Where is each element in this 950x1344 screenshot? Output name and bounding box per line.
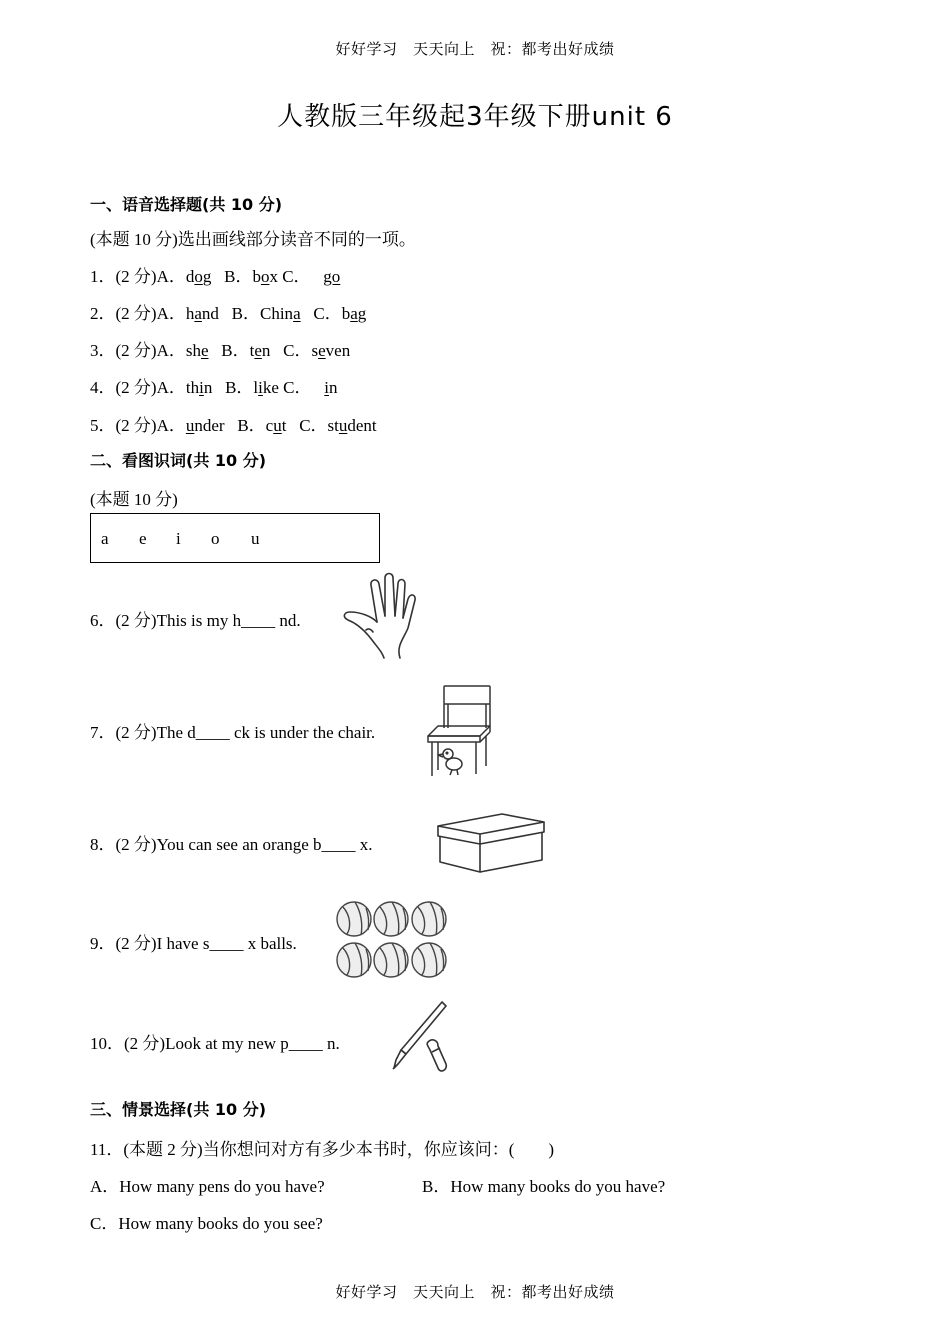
question-number: 2．(2 分) — [90, 304, 157, 323]
option-b-prefix: B．c — [237, 416, 274, 435]
option-b: B．How many books do you have? — [422, 1177, 666, 1196]
option-b-prefix: B．t — [221, 341, 255, 360]
hand-icon — [338, 572, 420, 660]
option-spacer — [286, 416, 299, 435]
option-c-underlined: e — [318, 341, 326, 360]
letter-a: a — [101, 529, 109, 548]
option-a-prefix: A．sh — [156, 341, 201, 360]
letter-i: i — [176, 529, 181, 548]
page-footer: 好好学习 天天向上 祝：都考出好成绩 — [335, 1283, 615, 1301]
question-number: 1．(2 分) — [90, 267, 157, 286]
option-c-suffix: dent — [347, 416, 377, 435]
question-9: 9．(2 分)I have s____ x balls. — [90, 934, 297, 953]
question-2 — [90, 299, 366, 324]
option-c-underlined: a — [350, 304, 358, 323]
question-number: 3．(2 分) — [90, 341, 157, 360]
option-a-prefix: A．th — [156, 378, 200, 397]
vowel-letter-box — [90, 513, 380, 563]
question-4 — [90, 373, 337, 398]
option-spacer — [301, 304, 314, 323]
question-11: 11．(本题 2 分)当你想问对方有多少本书时，你应该问：( ) — [90, 1140, 555, 1159]
option-b-suffix: n — [261, 341, 271, 360]
question-3 — [90, 336, 350, 361]
option-c-suffix: ven — [325, 341, 351, 360]
option-a-underlined: e — [200, 341, 209, 360]
question-1 — [90, 262, 340, 287]
page-title: 人教版三年级起3年级下册unit 6 — [277, 102, 673, 132]
option-spacer — [211, 267, 224, 286]
option-spacer — [312, 378, 325, 397]
option-spacer — [311, 267, 324, 286]
section2-heading: 二、看图识词(共 10 分) — [90, 451, 267, 470]
option-a-prefix: A． — [156, 416, 186, 435]
letter-e: e — [139, 529, 147, 548]
question-8: 8．(2 分)You can see an orange b____ x. — [90, 835, 373, 854]
option-a-underlined: i — [199, 378, 204, 397]
letter-u: u — [251, 529, 260, 548]
option-b-prefix: B．l — [225, 378, 259, 397]
question-number: 4．(2 分) — [90, 378, 157, 397]
option-c-prefix: C．b — [313, 304, 351, 323]
section1-instruction: (本题 10 分)选出画线部分读音不同的一项。 — [90, 230, 416, 249]
option-b-underlined: e — [254, 341, 262, 360]
option-b-suffix: x C． — [269, 267, 311, 286]
section1-heading: 一、语音选择题(共 10 分) — [90, 195, 283, 214]
option-b-prefix: B．Chin — [231, 304, 294, 323]
option-c-prefix: C．st — [299, 416, 339, 435]
option-spacer — [270, 341, 283, 360]
option-a: A．How many pens do you have? — [90, 1177, 325, 1196]
option-c-underlined: u — [338, 416, 348, 435]
duck-under-chair-icon — [424, 684, 494, 778]
question-6: 6．(2 分)This is my h____ nd. — [90, 611, 301, 630]
option-b-underlined: u — [273, 416, 282, 435]
pen-icon — [388, 998, 454, 1074]
option-b-suffix: t — [281, 416, 287, 435]
option-a-prefix: A．d — [156, 267, 195, 286]
option-spacer — [212, 378, 225, 397]
page-header: 好好学习 天天向上 祝：都考出好成绩 — [335, 40, 615, 58]
question-7: 7．(2 分)The d____ ck is under the chair. — [90, 723, 376, 742]
option-b-suffix: ke C． — [262, 378, 312, 397]
option-a-underlined: u — [185, 416, 195, 435]
option-c-underlined: i — [324, 378, 329, 397]
option-a-suffix: n — [203, 378, 213, 397]
option-c-suffix: g — [357, 304, 367, 323]
option-c-suffix: n — [328, 378, 338, 397]
option-a-suffix: g — [202, 267, 212, 286]
option-a-prefix: A．h — [156, 304, 195, 323]
question-5 — [90, 411, 377, 436]
option-c: C．How many books do you see? — [90, 1214, 323, 1233]
option-a-suffix: nder — [194, 416, 225, 435]
option-b-underlined: a — [293, 304, 301, 323]
section2-instruction: (本题 10 分) — [90, 490, 178, 509]
option-a-underlined: o — [194, 267, 203, 286]
option-b-prefix: B．b — [224, 267, 261, 286]
option-spacer — [225, 416, 238, 435]
option-b-underlined: i — [258, 378, 263, 397]
six-balls-icon — [335, 898, 449, 980]
option-b-underlined: o — [260, 267, 270, 286]
option-c-underlined: go — [323, 267, 341, 286]
option-a-suffix: nd — [201, 304, 219, 323]
box-icon — [436, 812, 546, 874]
option-spacer — [209, 341, 222, 360]
question-10: 10．(2 分)Look at my new p____ n. — [90, 1034, 340, 1053]
option-a-underlined: a — [194, 304, 202, 323]
letter-o: o — [211, 529, 220, 548]
option-spacer — [219, 304, 232, 323]
option-c-prefix: C．s — [283, 341, 319, 360]
section3-heading: 三、情景选择(共 10 分) — [90, 1100, 267, 1119]
question-number: 5．(2 分) — [90, 416, 157, 435]
